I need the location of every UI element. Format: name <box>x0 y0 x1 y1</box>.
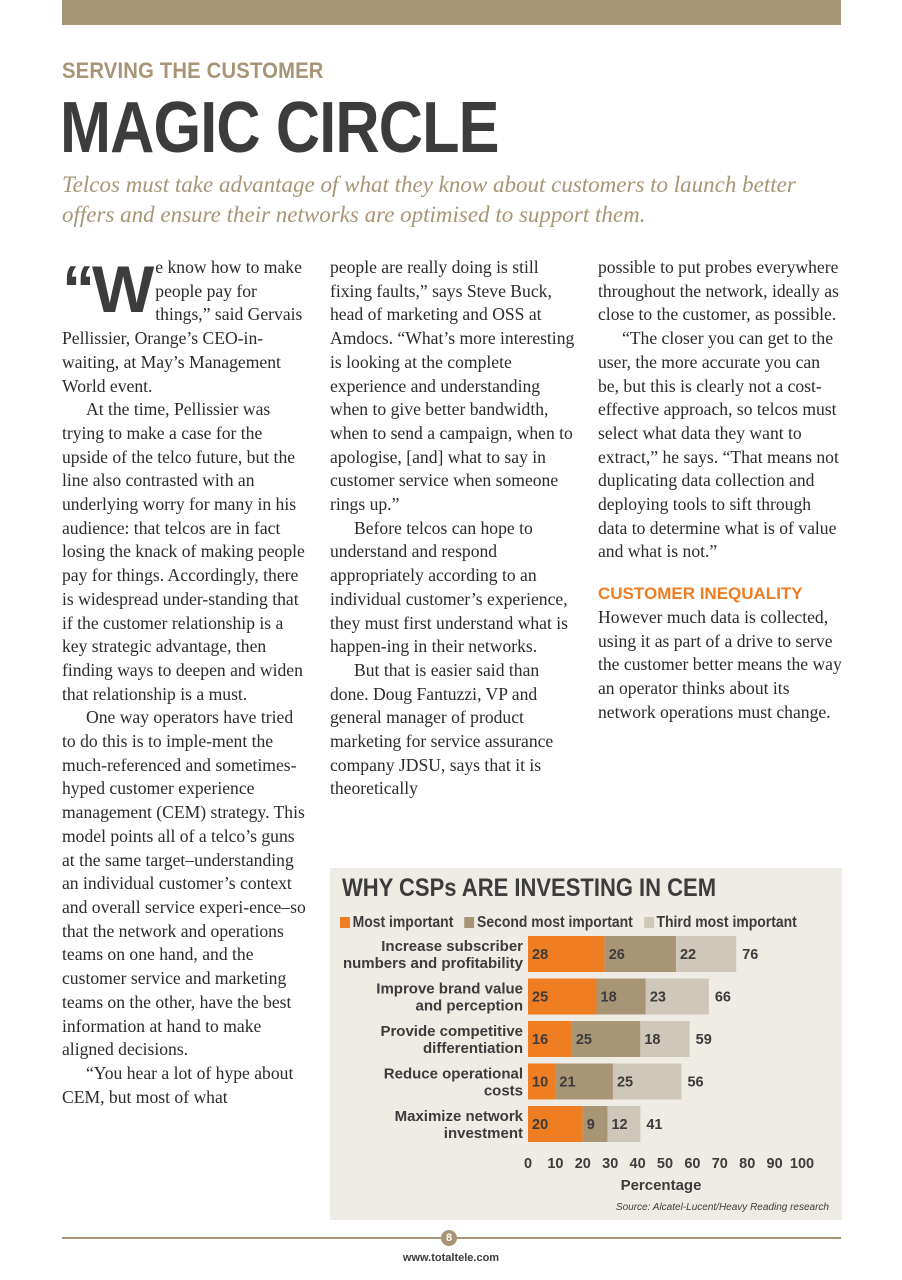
article-column-2 <box>330 256 578 801</box>
category-label: Reduce operational <box>383 1065 523 1083</box>
data-label: 26 <box>608 947 625 963</box>
article-paragraph: One way operators have tried to do this is to imple-ment the much-referenced and sometimes-hyped customer experience management (CEM) strategy. This model points all of a telco’s guns at the same target–understanding an individual customer’s context and overall service experi-ence–so that the network and operations teams on one hand, and the customer service and marketing teams on the other, have the best information at hand to make aligned decisions. <box>62 707 306 1060</box>
article-paragraph: “You hear a lot of hype about CEM, but most of what <box>62 1062 294 1107</box>
category-label: numbers and profitability <box>342 955 523 972</box>
x-tick-label: 70 <box>711 1156 728 1172</box>
x-tick-label: 90 <box>766 1156 783 1172</box>
total-label: 41 <box>646 1117 663 1133</box>
data-label: 18 <box>600 989 617 1006</box>
section-subhead: CUSTOMER INEQUALITY <box>598 584 803 604</box>
data-label: 21 <box>559 1074 576 1091</box>
page-number: 8 <box>441 1230 457 1246</box>
article-column-1 <box>62 252 306 1109</box>
data-label: 10 <box>532 1074 549 1091</box>
category-label: Improve brand value <box>376 980 523 998</box>
category-label: Provide competitive <box>380 1023 523 1040</box>
x-axis-title: Percentage <box>620 1177 702 1194</box>
total-label: 56 <box>687 1074 704 1091</box>
article-paragraph: “The closer you can get to the user, the more accurate you can be, but this is clearly not a cost-effective approach, so telcos must select what data they want to extract,” he says. “That means not duplicating data collection and deploying tools to sift through data to determine what is of value and what is not.” <box>598 328 839 562</box>
article-paragraph: However much data is collected, using it as part of a drive to serve the customer better means the way an operator thinks about its network operations must change. <box>598 606 842 722</box>
data-label: 23 <box>649 989 666 1006</box>
category-label: Increase subscriber <box>381 938 523 955</box>
article-paragraph: possible to put probes everywhere throughout the network, ideally as close to the customer, as possible. <box>598 257 839 325</box>
category-label: differentiation <box>423 1040 523 1057</box>
x-tick-label: 60 <box>684 1156 701 1172</box>
data-label: 20 <box>532 1117 549 1133</box>
chart-title: WHY CSPs ARE INVESTING IN CEM <box>342 874 717 902</box>
x-tick-label: 0 <box>523 1156 533 1172</box>
x-tick-label: 50 <box>656 1156 674 1172</box>
total-label: 59 <box>695 1032 712 1048</box>
category-label: investment <box>443 1125 523 1142</box>
x-tick-label: 40 <box>629 1156 646 1172</box>
data-label: 12 <box>611 1117 628 1133</box>
data-label: 25 <box>575 1032 592 1048</box>
data-label: 25 <box>616 1074 634 1091</box>
cem-chart <box>330 868 842 1220</box>
legend-item: Second most important <box>464 914 632 931</box>
data-label: 22 <box>679 947 697 963</box>
category-label: costs <box>483 1082 523 1100</box>
footer-url: www.totaltele.com <box>402 1252 500 1264</box>
data-label: 25 <box>532 989 549 1006</box>
total-label: 76 <box>742 947 759 963</box>
legend-item: Most important <box>340 914 453 931</box>
article-paragraph: But that is easier said than done. Doug Fantuzzi, VP and general manager of product marketing for service assurance company JDSU, says that it is theoretically <box>330 659 554 799</box>
chart-source: Source: Alcatel-Lucent/Heavy Reading research <box>615 1202 829 1213</box>
x-tick-label: 20 <box>574 1156 591 1172</box>
category-label: Maximize network <box>394 1108 523 1125</box>
section-kicker: SERVING THE CUSTOMER <box>62 58 324 83</box>
x-tick-label: 100 <box>789 1156 815 1172</box>
article-paragraph: Before telcos can hope to understand and respond appropriately according to an individual customer’s experience, they must first understand what is happen-ing in their networks. <box>330 517 568 657</box>
category-label: and perception <box>415 997 523 1015</box>
article-paragraph: At the time, Pellissier was trying to make a case for the upside of the telco future, but the line also contrasted with an underlying worry for many in his audience: that telcos are in fact losing the knack of making people pay for things. Accordingly, there is widespread under-standing that if the customer relationship is a key strategic advantage, then finding ways to deepen and widen that relationship is a must. <box>62 399 305 704</box>
top-color-bar <box>62 0 841 25</box>
article-paragraph: people are really doing is still fixing faults,” says Steve Buck, head of marketing and OSS at Amdocs. “What’s more interesting is looking at the complete experience and understanding when to give better bandwidth, when to send a campaign, when to apologise, [and] what to say in customer service when someone rings up.” <box>330 257 575 515</box>
x-tick-label: 30 <box>602 1156 619 1172</box>
data-label: 18 <box>644 1032 661 1048</box>
article-paragraph: “We know how to make people pay for things,” said Gervais Pellissier, Orange’s CEO-in-waiting, at May’s Management World event. <box>62 252 303 396</box>
data-label: 16 <box>532 1032 549 1048</box>
total-label: 66 <box>714 989 731 1006</box>
standfirst: Telcos must take advantage of what they know about customers to launch better offers and ensure their networks are optimised to support them. <box>62 172 796 227</box>
data-label: 9 <box>586 1117 595 1133</box>
data-label: 28 <box>532 947 549 963</box>
legend-item: Third most important <box>644 914 797 931</box>
x-tick-label: 80 <box>739 1156 756 1172</box>
x-tick-label: 10 <box>547 1156 564 1172</box>
page-title: MAGIC CIRCLE <box>60 88 499 168</box>
drop-cap: “W <box>62 252 152 326</box>
chart-plot <box>330 868 842 1220</box>
article-column-3 <box>598 256 844 724</box>
